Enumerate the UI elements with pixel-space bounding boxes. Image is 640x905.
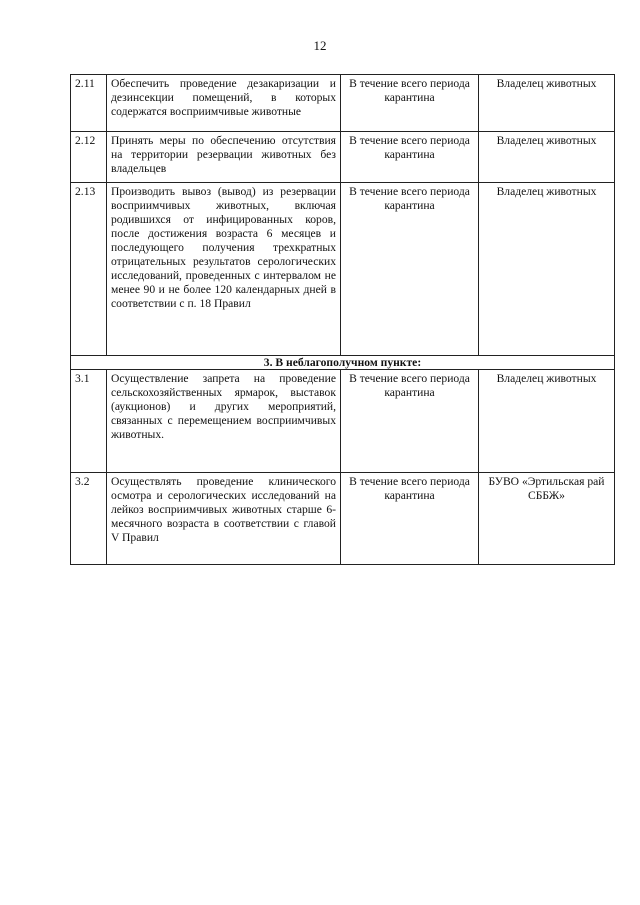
row-responsible: Владелец животных [479, 183, 615, 356]
row-action: Принять меры по обеспечению отсутствия на территории резервации животных без владельцев [107, 132, 341, 183]
row-term: В течение всего периода карантина [341, 132, 479, 183]
row-action: Осуществление запрета на проведение сельскохозяйственных ярмарок, выставок (аукционов) и других мероприятий, связанных с перемещением восприимчивых животных. [107, 370, 341, 473]
row-number: 3.2 [71, 473, 107, 565]
measures-table [70, 74, 615, 565]
row-number: 2.11 [71, 75, 107, 132]
row-term: В течение всего периода карантина [341, 370, 479, 473]
row-number: 3.1 [71, 370, 107, 473]
section-header-row [71, 356, 615, 370]
row-term: В течение всего периода карантина [341, 183, 479, 356]
row-number: 2.12 [71, 132, 107, 183]
table-row [71, 183, 615, 356]
row-number: 2.13 [71, 183, 107, 356]
table-row [71, 473, 615, 565]
page-number: 12 [313, 38, 327, 53]
table-row [71, 132, 615, 183]
row-action: Обеспечить проведение дезакаризации и дезинсекции помещений, в которых содержатся восприимчивые животные [107, 75, 341, 132]
table-row [71, 370, 615, 473]
table-row [71, 75, 615, 132]
row-term: В течение всего периода карантина [341, 473, 479, 565]
row-term: В течение всего периода карантина [341, 75, 479, 132]
row-responsible: Владелец животных [479, 370, 615, 473]
row-responsible: БУВО «Эртильская рай СББЖ» [479, 473, 615, 565]
row-responsible: Владелец животных [479, 75, 615, 132]
row-action: Осуществлять проведение клинического осмотра и серологических исследований на лейкоз восприимчивых животных старше 6-месячного возраста в соответствии с главой V Правил [107, 473, 341, 565]
section-title: 3. В неблагополучном пункте: [71, 356, 615, 370]
row-responsible: Владелец животных [479, 132, 615, 183]
row-action: Производить вывоз (вывод) из резервации восприимчивых животных, включая родившихся от инфицированных коров, после достижения возраста 6 месяцев и последующего получения трехкратных отрицательных результатов серологических исследований, проведенных с интервалом не менее 90 и не более 120 календарных дней в соответствии с п. 18 Правил [107, 183, 341, 356]
